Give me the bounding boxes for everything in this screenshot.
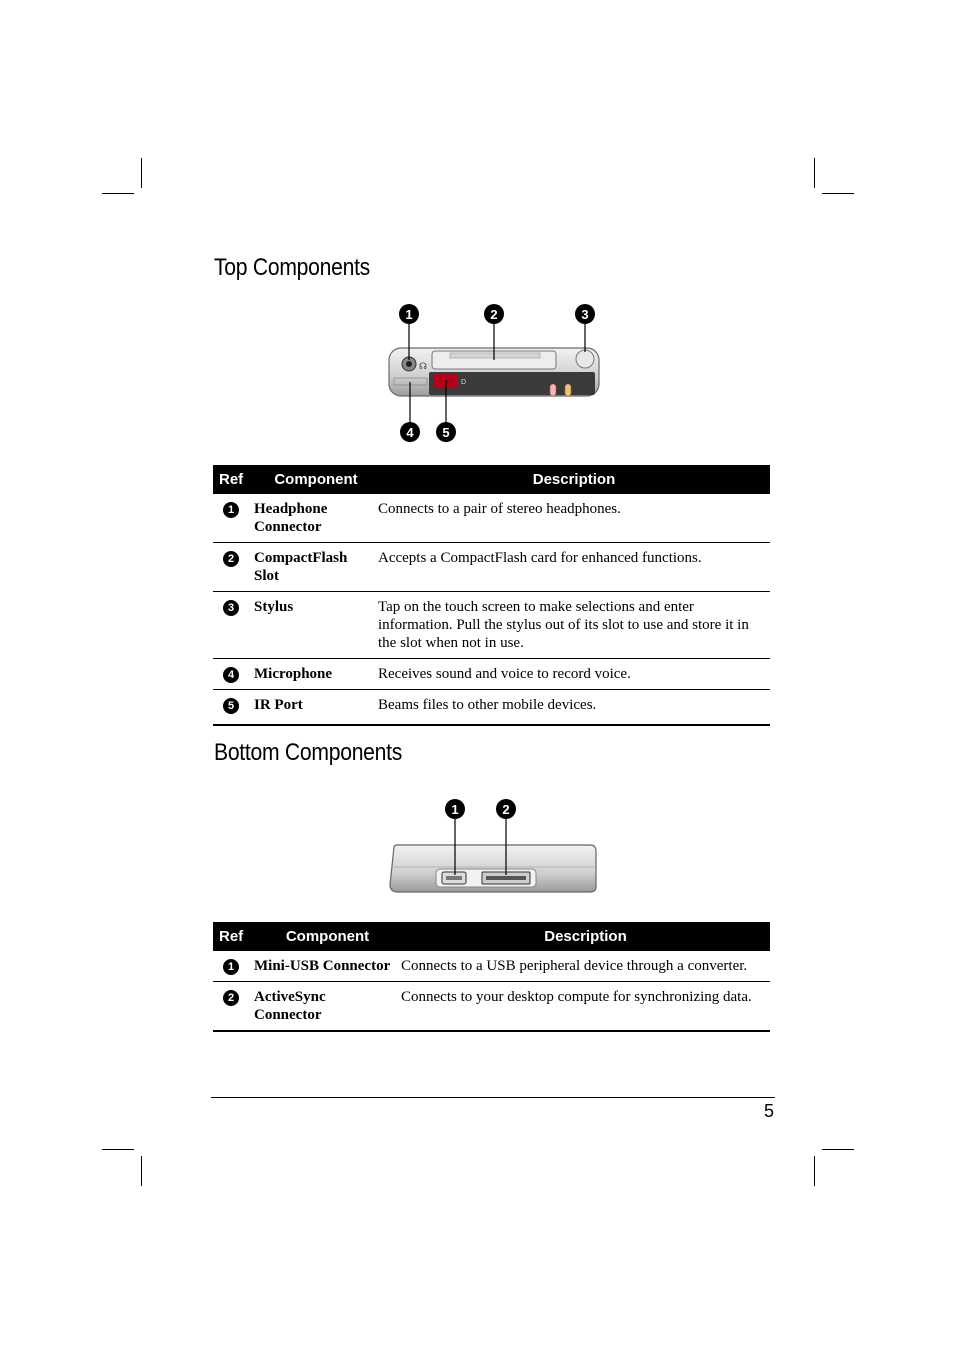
component-name: Stylus — [254, 592, 378, 659]
callout-1 — [399, 304, 419, 324]
table-row — [213, 982, 770, 1032]
table-row — [213, 690, 770, 726]
svg-text:1: 1 — [451, 802, 459, 817]
svg-text:2: 2 — [502, 802, 510, 817]
header-ref: Ref — [213, 465, 254, 494]
bottom-components-table — [213, 922, 770, 1032]
callout-2 — [484, 304, 504, 324]
crop-mark — [141, 1156, 142, 1186]
svg-text:5: 5 — [442, 425, 450, 440]
header-ref: Ref — [213, 922, 254, 951]
svg-text:☊: ☊ — [419, 362, 427, 372]
svg-text:2: 2 — [490, 307, 498, 322]
component-description: Connects to a pair of stereo headphones. — [378, 501, 621, 517]
callout-3 — [575, 304, 595, 324]
ref-number: 5 — [223, 698, 239, 714]
top-device-illustration — [380, 298, 610, 448]
svg-text:4: 4 — [406, 425, 414, 440]
component-name: IR Port — [254, 690, 378, 726]
header-component: Component — [254, 465, 378, 494]
footer-rule — [211, 1097, 775, 1098]
ref-number: 1 — [223, 959, 239, 975]
callout-2 — [496, 799, 516, 819]
section-title-bottom: Bottom Components — [214, 739, 403, 766]
table-row — [213, 592, 770, 659]
svg-text:1: 1 — [405, 307, 413, 322]
crop-mark — [814, 158, 815, 188]
component-name: Headphone Connector — [254, 501, 328, 535]
component-description: Connects to a USB peripheral device through a converter. — [401, 958, 748, 974]
table-row — [213, 543, 770, 592]
component-description: Tap on the touch screen to make selections and enter information. Pull the stylus out of its slot to use and store it in the slot when not in use. — [378, 592, 770, 659]
ref-number: 2 — [223, 990, 239, 1006]
table-row — [213, 659, 770, 690]
ref-number: 4 — [223, 667, 239, 683]
component-name: Mini-USB Connector — [254, 958, 391, 974]
component-description: Beams files to other mobile devices. — [378, 690, 770, 726]
section-title-top: Top Components — [214, 254, 370, 281]
crop-mark — [141, 158, 142, 188]
page-number: 5 — [763, 1101, 774, 1121]
ref-number: 3 — [223, 600, 239, 616]
component-description: Connects to your desktop compute for synchronizing data. — [401, 982, 770, 1032]
component-name: ActiveSync Connector — [254, 982, 401, 1032]
ref-number: 2 — [223, 551, 239, 567]
bottom-device-illustration — [380, 795, 610, 900]
crop-mark — [822, 193, 854, 194]
ref-number: 1 — [223, 502, 239, 518]
component-name: CompactFlash Slot — [254, 543, 378, 592]
crop-mark — [102, 193, 134, 194]
header-description: Description — [401, 922, 770, 951]
callout-1 — [445, 799, 465, 819]
component-name: Microphone — [254, 659, 378, 690]
component-description: Accepts a CompactFlash card for enhanced functions. — [378, 543, 770, 592]
crop-mark — [102, 1149, 134, 1150]
table-row — [213, 951, 770, 982]
svg-text:3: 3 — [581, 307, 589, 322]
callout-4 — [400, 422, 420, 442]
top-components-table — [213, 465, 770, 726]
header-component: Component — [254, 922, 401, 951]
header-description: Description — [378, 465, 770, 494]
callout-5 — [436, 422, 456, 442]
component-description: Receives sound and voice to record voice. — [378, 659, 770, 690]
table-row — [213, 494, 770, 543]
crop-mark — [814, 1156, 815, 1186]
svg-text:D: D — [461, 379, 467, 386]
crop-mark — [822, 1149, 854, 1150]
